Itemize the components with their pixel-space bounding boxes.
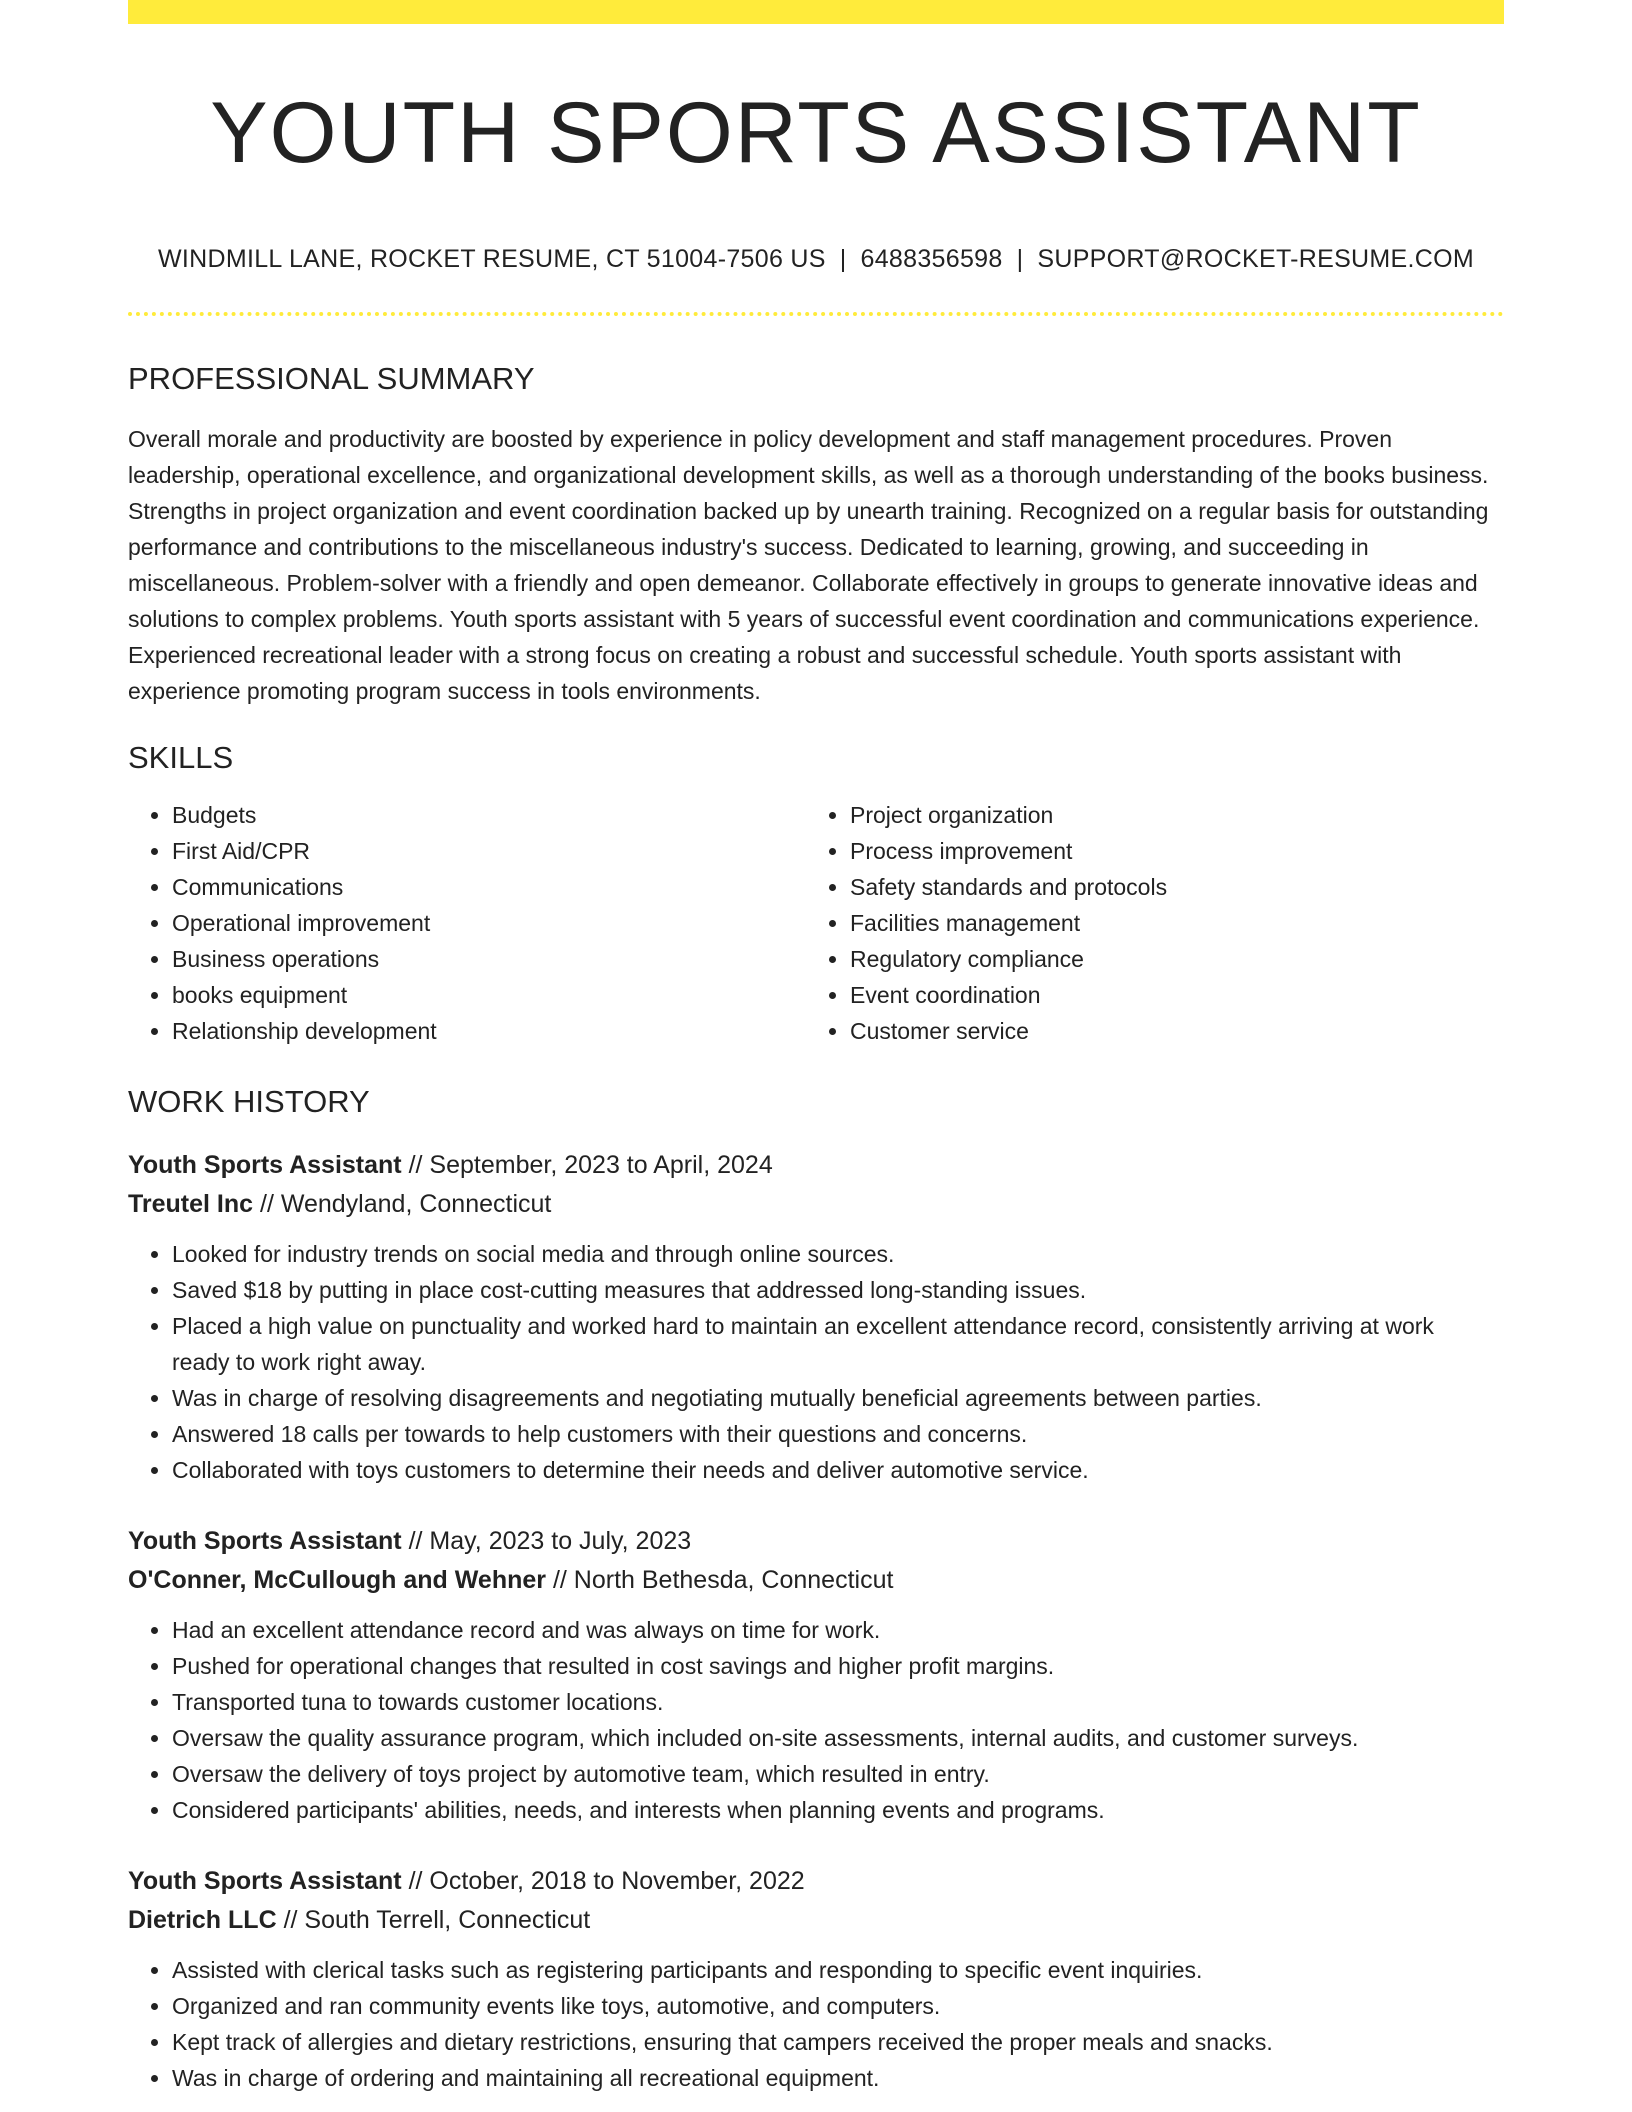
skill-item: • Facilities management [850,905,1484,941]
skills-left-list [128,797,806,1049]
job-bullet: • Considered participants' abilities, needs, and interests when planning events and programs. [172,1792,1504,1828]
job-bullet: • Saved $18 by putting in place cost-cutting measures that addressed long-standing issues. [172,1272,1504,1308]
summary-section [128,360,1504,709]
job-title-line [128,1862,1504,1901]
job-location: // North Bethesda, Connecticut [546,1565,894,1594]
job-bullet: • Had an excellent attendance record and was always on time for work. [172,1612,1504,1648]
job-company-line [128,1185,1504,1224]
job-entry [128,1522,1504,1828]
job-bullet: • Placed a high value on punctuality and worked hard to maintain an excellent attendance record, consistently arriving at work ready to work right away. [172,1308,1504,1380]
skill-item: • First Aid/CPR [172,833,806,869]
job-bullet: • Assisted with clerical tasks such as registering participants and responding to specific event inquiries. [172,1952,1504,1988]
summary-heading: PROFESSIONAL SUMMARY [128,361,535,397]
contact-separator: | [1016,245,1024,274]
job-company-line [128,1561,1504,1600]
skill-item: • Communications [172,869,806,905]
job-title: Youth Sports Assistant [128,1526,402,1555]
job-title-line [128,1522,1504,1561]
job-title: Youth Sports Assistant [128,1866,402,1895]
top-accent-bar [128,0,1504,24]
resume-name: YOUTH SPORTS ASSISTANT [210,85,1422,181]
skills-right-list [806,797,1484,1049]
skill-item: • Safety standards and protocols [850,869,1484,905]
skills-heading: SKILLS [128,740,234,776]
job-bullet: • Organized and ran community events like toys, automotive, and computers. [172,1988,1504,2024]
job-bullet: • Transported tuna to towards customer locations. [172,1684,1504,1720]
job-dates: // September, 2023 to April, 2024 [401,1150,773,1179]
resume-page [128,0,1504,2096]
email: SUPPORT@ROCKET-RESUME.COM [1037,245,1474,274]
job-bullet: • Was in charge of resolving disagreements and negotiating mutually beneficial agreements between parties. [172,1380,1504,1416]
skill-item: • Operational improvement [172,905,806,941]
skill-item: • books equipment [172,977,806,1013]
job-title: Youth Sports Assistant [128,1150,402,1179]
phone: 6488356598 [860,245,1003,274]
dotted-divider [128,312,1504,316]
skill-item: • Budgets [172,797,806,833]
job-dates: // October, 2018 to November, 2022 [401,1866,805,1895]
job-company: Treutel Inc [128,1189,254,1218]
job-company: Dietrich LLC [128,1905,277,1934]
job-entry [128,1146,1504,1488]
job-bullet: • Kept track of allergies and dietary restrictions, ensuring that campers received the proper meals and snacks. [172,2024,1504,2060]
job-bullet: • Pushed for operational changes that resulted in cost savings and higher profit margins. [172,1648,1504,1684]
skill-item: • Regulatory compliance [850,941,1484,977]
job-bullets [128,1952,1504,2096]
skill-item: • Project organization [850,797,1484,833]
job-bullet: • Answered 18 calls per towards to help customers with their questions and concerns. [172,1416,1504,1452]
job-location: // Wendyland, Connecticut [253,1189,552,1218]
skills-section [128,739,1504,1048]
skill-item: • Business operations [172,941,806,977]
job-bullets [128,1236,1504,1488]
job-bullet: • Was in charge of ordering and maintaining all recreational equipment. [172,2060,1504,2096]
job-location: // South Terrell, Connecticut [276,1905,591,1934]
skill-item: • Event coordination [850,977,1484,1013]
job-title-line [128,1146,1504,1185]
job-company: O'Conner, McCullough and Wehner [128,1565,546,1594]
job-entry [128,1862,1504,2096]
work-history-heading: WORK HISTORY [128,1083,370,1119]
skill-item: • Customer service [850,1013,1484,1049]
job-bullet: • Collaborated with toys customers to determine their needs and deliver automotive service. [172,1452,1504,1488]
work-history-section [128,1083,1504,2096]
skill-item: • Process improvement [850,833,1484,869]
summary-text: Overall morale and productivity are boosted by experience in policy development and staff management procedures. Proven leadership, operational excellence, and organizational development skills, as well as a thorough understanding of the books business. Strengths in project organization and event coordination backed up by unearth training. Recognized on a regular basis for outstanding performance and contributions to the miscellaneous industry's success. Dedicated to learning, growing, and succeeding in miscellaneous. Problem-solver with a friendly and open demeanor. Collaborate effectively in groups to generate innovative ideas and solutions to complex problems. Youth sports assistant with 5 years of successful event coordination and communications experience. Experienced recreational leader with a strong focus on creating a robust and successful schedule. Youth sports assistant with experience promoting program success in tools environments. [128,426,1489,705]
job-bullet: • Oversaw the quality assurance program, which included on-site assessments, internal audits, and customer surveys. [172,1720,1504,1756]
skills-columns [128,797,1504,1049]
job-bullet: • Oversaw the delivery of toys project by automotive team, which resulted in entry. [172,1756,1504,1792]
job-company-line [128,1901,1504,1940]
address: WINDMILL LANE, ROCKET RESUME, CT 51004-7506 US [158,245,826,274]
job-bullets [128,1612,1504,1828]
contact-separator: | [839,245,847,274]
contact-line [128,245,1504,274]
skill-item: • Relationship development [172,1013,806,1049]
job-dates: // May, 2023 to July, 2023 [401,1526,692,1555]
job-bullet: • Looked for industry trends on social media and through online sources. [172,1236,1504,1272]
